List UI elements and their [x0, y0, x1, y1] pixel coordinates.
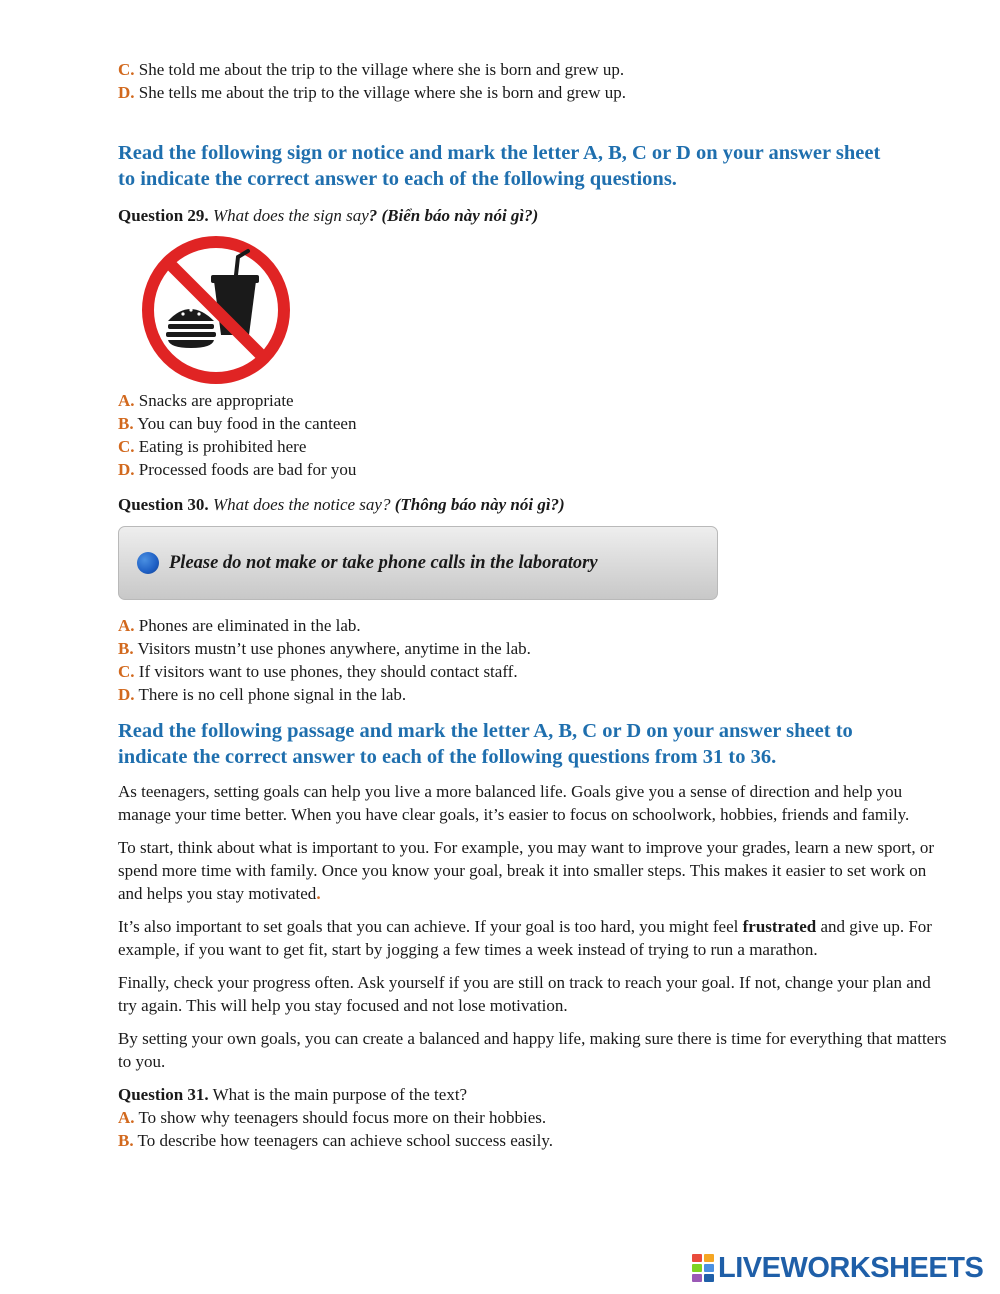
no-food-icon [138, 235, 298, 385]
liveworksheets-logo [692, 1252, 983, 1284]
q30-option-b[interactable]: B. Visitors mustn’t use phones anywhere, anytime in the lab. [118, 639, 531, 658]
passage-paragraph-4: Finally, check your progress often. Ask yourself if you are still on track to reach your goal. If not, change your plan and try again. This will help you stay focused and not lose motivation. [118, 973, 931, 1015]
option-d-prev[interactable]: D. She tells me about the trip to the village where she is born and grew up. [118, 83, 626, 102]
no-food-sign-image [138, 235, 298, 385]
bold-word-frustrated: frustrated [742, 917, 817, 936]
q30-option-d[interactable]: D. There is no cell phone signal in the lab. [118, 685, 407, 704]
logo-block-1 [692, 1254, 702, 1262]
logo-block-6 [704, 1274, 714, 1282]
question-31: Question 31. What is the main purpose of the text? [118, 1085, 468, 1104]
q29-option-c[interactable]: C. Eating is prohibited here [118, 437, 307, 456]
question-30: Question 30. What does the notice say? (Thông báo này nói gì?) [118, 495, 565, 514]
logo-blocks-icon [692, 1254, 714, 1282]
logo-block-2 [704, 1254, 714, 1262]
passage-paragraph-1: As teenagers, setting goals can help you live a more balanced life. Goals give you a sense of direction and help you manage your time better. When you have clear goals, it’s easier to focus on schoolwork, hobbies, friends and family. [118, 782, 910, 824]
q29-option-a[interactable]: A. Snacks are appropriate [118, 391, 294, 410]
q31-option-b[interactable]: B. To describe how teenagers can achieve school success easily. [118, 1131, 554, 1150]
passage-paragraph-2: To start, think about what is important to you. For example, you may want to improve your grades, learn a new sport, or spend more time with family. Once you know your goal, break it into smaller steps. This makes it easier to set work on and helps you stay motivated. [118, 838, 935, 903]
passage-paragraph-5: By setting your own goals, you can create a balanced and happy life, making sure there is time for everything that matters to you. [118, 1029, 947, 1071]
question-29: Question 29. What does the sign say? (Biển báo này nói gì?) [118, 206, 539, 225]
option-c-prev[interactable]: C. She told me about the trip to the village where she is born and grew up. [118, 60, 625, 79]
notice-text: Please do not make or take phone calls in the laboratory [169, 552, 598, 573]
logo-block-4 [704, 1264, 714, 1272]
phone-notice-image [118, 526, 718, 600]
section-heading-signs: Read the following sign or notice and mark the letter A, B, C or D on your answer sheet to indicate the correct answer to each of the following questions. [118, 142, 881, 190]
q29-option-b[interactable]: B. You can buy food in the canteen [118, 414, 357, 433]
q30-option-c[interactable]: C. If visitors want to use phones, they should contact staff. [118, 662, 518, 681]
logo-text: LIVEWORKSHEETS [718, 1252, 984, 1284]
q30-option-a[interactable]: A. Phones are eliminated in the lab. [118, 616, 361, 635]
logo-block-5 [692, 1274, 702, 1282]
logo-block-3 [692, 1264, 702, 1272]
worksheet-page [118, 58, 948, 1152]
passage-paragraph-3: It’s also important to set goals that you can achieve. If your goal is too hard, you might feel frustrated and give up. For example, if you want to get fit, start by jogging a few times a week instead of trying to run a marathon. [118, 917, 932, 959]
section-heading-passage: Read the following passage and mark the letter A, B, C or D on your answer sheet to indicate the correct answer to each of the following questions from 31 to 36. [118, 720, 853, 768]
q31-option-a[interactable]: A. To show why teenagers should focus more on their hobbies. [118, 1108, 547, 1127]
blue-bullet-icon [137, 552, 159, 574]
q29-option-d[interactable]: D. Processed foods are bad for you [118, 460, 357, 479]
